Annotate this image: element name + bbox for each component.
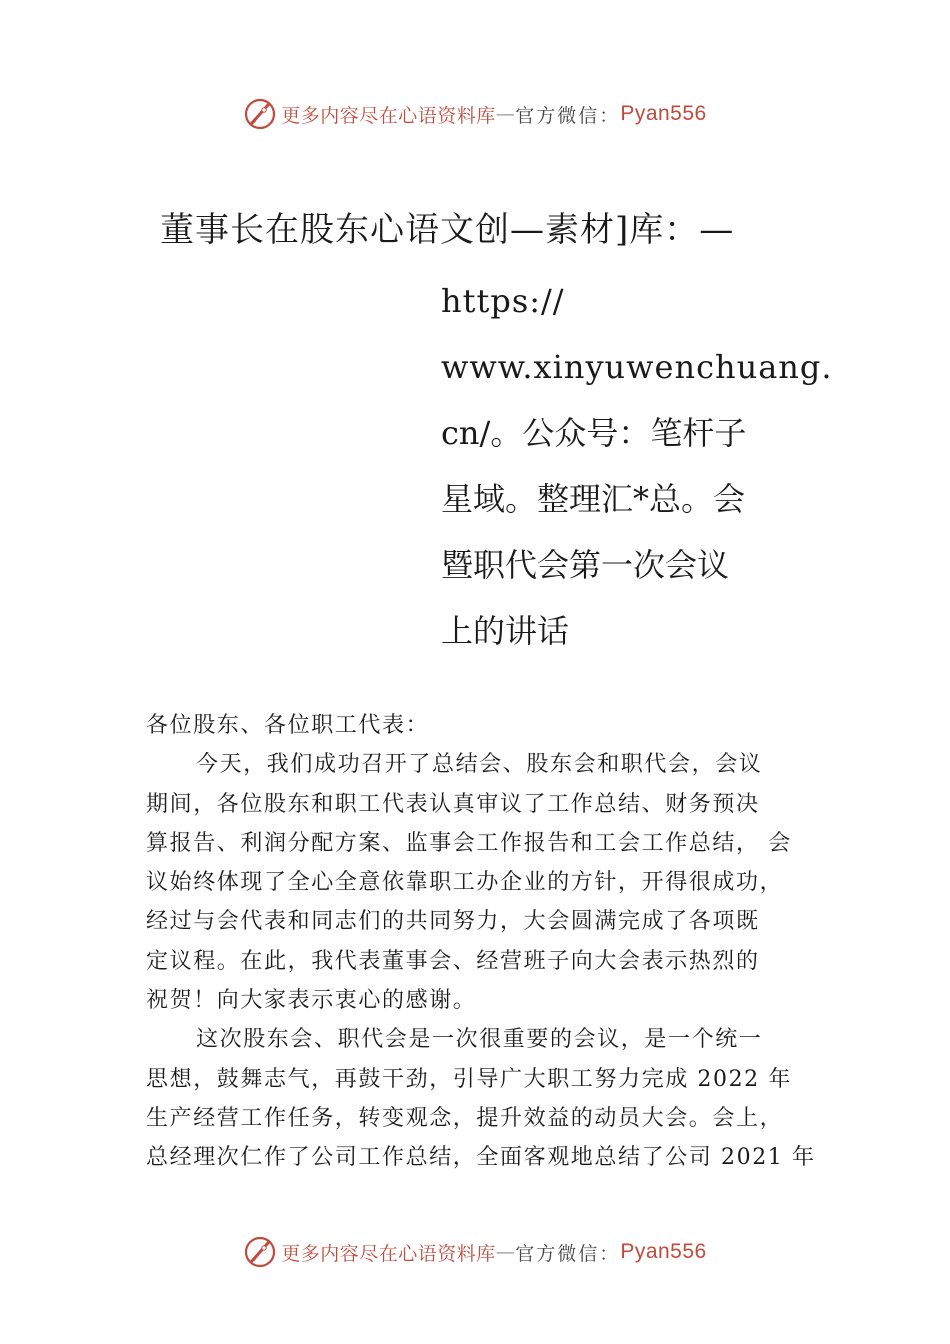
document-title-continuation	[441, 268, 833, 664]
body-line: 祝贺！向大家表示衷心的感谢。	[146, 988, 477, 1014]
body-line: 议始终体现了全心全意依靠职工办企业的方针，开得很成功，	[146, 870, 784, 896]
banner-wechat-id: Pyan556	[620, 1240, 707, 1263]
banner-library-text: 更多内容尽在心语资料库	[281, 1242, 496, 1265]
body-line: 经过与会代表和同志们的共同努力，大会圆满完成了各项既	[146, 909, 760, 935]
title-line: www.xinyuwenchuang.	[441, 348, 833, 386]
header-banner	[0, 94, 950, 134]
footer-banner	[0, 1232, 950, 1272]
banner-wechat-id: Pyan556	[620, 102, 707, 125]
banner-dash: —	[495, 103, 516, 125]
body-line: 生产经营工作任务，转变观念，提升效益的动员大会。会上，	[146, 1105, 784, 1131]
title-line: 上的讲话	[441, 612, 570, 650]
title-line: cn/。公众号：笔杆子	[441, 414, 747, 452]
body-line: 思想，鼓舞志气，再鼓干劲，引导广大职工努力完成 2022 年	[146, 1066, 792, 1092]
banner-wechat-label: 官方微信：	[515, 104, 621, 127]
title-line: https://	[441, 282, 565, 320]
body-line: 总经理次仁作了公司工作总结，全面客观地总结了公司 2021 年	[146, 1145, 816, 1171]
body-line: 这次股东会、职代会是一次很重要的会议，是一个统一	[196, 1027, 763, 1053]
banner-library-text: 更多内容尽在心语资料库	[281, 104, 496, 127]
title-line: 暨职代会第一次会议	[441, 546, 730, 584]
pen-circle-logo-icon	[243, 1235, 277, 1269]
banner-dash: —	[495, 1241, 516, 1263]
body-line: 今天，我们成功召开了总结会、股东会和职代会，会议	[196, 752, 763, 778]
banner-wechat-label: 官方微信：	[515, 1242, 621, 1265]
body-line: 算报告、利润分配方案、监事会工作报告和工会工作总结， 会	[146, 830, 792, 856]
pen-circle-logo-icon	[243, 97, 277, 131]
body-line: 期间，各位股东和职工代表认真审议了工作总结、财务预决	[146, 791, 760, 817]
title-line: 星域。整理汇*总。会	[441, 480, 746, 518]
salutation: 各位股东、各位职工代表：	[146, 713, 430, 738]
document-body	[146, 706, 826, 1178]
document-title-line-1: 董事长在股东心语文创—素材]库：—	[160, 210, 735, 250]
body-line: 定议程。在此，我代表董事会、经营班子向大会表示热烈的	[146, 948, 760, 974]
